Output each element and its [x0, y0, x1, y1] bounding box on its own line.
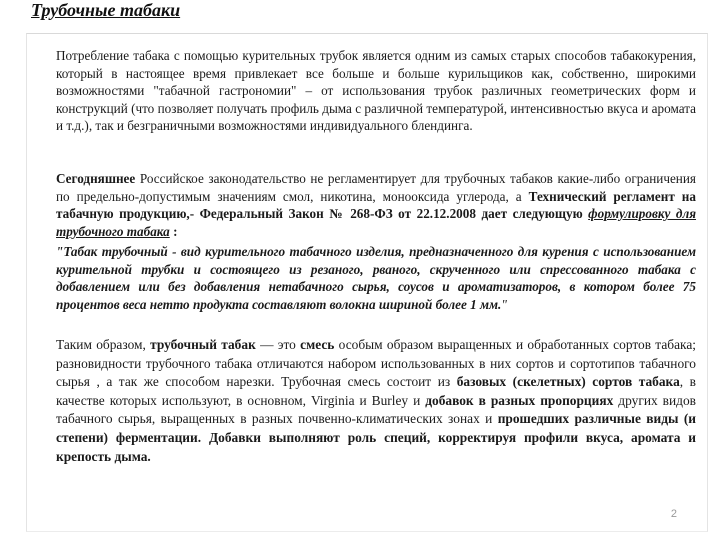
term-additives: добавок в разных пропорциях — [425, 392, 614, 408]
text-segment: , в качестве которых используют, в основном, Virginia и Burley и — [56, 374, 696, 408]
paragraph-legislation — [56, 170, 696, 240]
definition-quote — [56, 243, 696, 313]
term-pipe-tobacco: трубочный табак — [150, 337, 256, 352]
text-segment: — это — [255, 337, 301, 352]
quote-end: " — [501, 296, 507, 312]
text-segment: других видов табачного сырья, выращенных в разных почвенно-климатических зонах и — [56, 392, 696, 427]
formulation-link-text: формулировку для трубочного табака — [56, 206, 697, 239]
regulation-reference: Технический регламент на табачную продукцию,- Федеральный Закон № 268-ФЗ от 22.12.2008 дает — [56, 188, 696, 221]
lead-word: Сегодняшнее — [56, 171, 136, 186]
quote-text: "Табак трубочный - вид курительного табачного изделия, предназначенного для курения с использованием курительной трубки и состоящего из резаного, рваного, скрученного или спрессованного табака с добавлением или без добавления нетабачного сырья, соусов и ароматизаторов, в котором более 75 процентов веса нетто продукта составляют волокна шириной более 1 мм. — [56, 244, 696, 312]
term-base-varieties: базовых (скелетных) сортов табака — [456, 374, 680, 390]
text-segment: особым образом выращенных и обработанных сортов табака; разновидности трубочного табака отличаются набором использованных в них сортов и сортотипов табачного сырья , а так же способом нарезки. Трубочная смесь состоит из — [56, 337, 696, 390]
term-blend: смесь — [300, 337, 335, 352]
page-number: 2 — [670, 508, 677, 520]
text-segment: Таким образом, — [56, 337, 151, 352]
bold-word: следующую — [512, 206, 583, 221]
paragraph-intro: Потребление табака с помощью курительных трубок является одним из самых старых способов табакокурения, который в настоящее время привлекает все больше и больше курильщиков как, собственно, широкими возможностями "табачной гастрономии" – от использования трубок различных геометрических форм и конструкций (что позволяет получать профиль дыма с различной температурой, интенсивностью вкуса и аромата и т.д.), так и безграничными возможностями индивидуального блендинга. — [56, 48, 696, 133]
page-title: Трубочные табаки — [31, 0, 181, 20]
text-segment: Российское законодательство не регламентирует для трубочных табаков какие-либо ограничения по предельно-допустимым значениям смол, никотина, монооксида углерода, а — [56, 171, 696, 204]
colon: : — [169, 223, 178, 239]
paragraph-conclusion — [56, 336, 696, 466]
term-fermentation: прошедших различные виды (и степени) ферментации. Добавки выполняют роль специй, корректируя профили вкуса, аромата и крепость дыма. — [56, 411, 696, 464]
